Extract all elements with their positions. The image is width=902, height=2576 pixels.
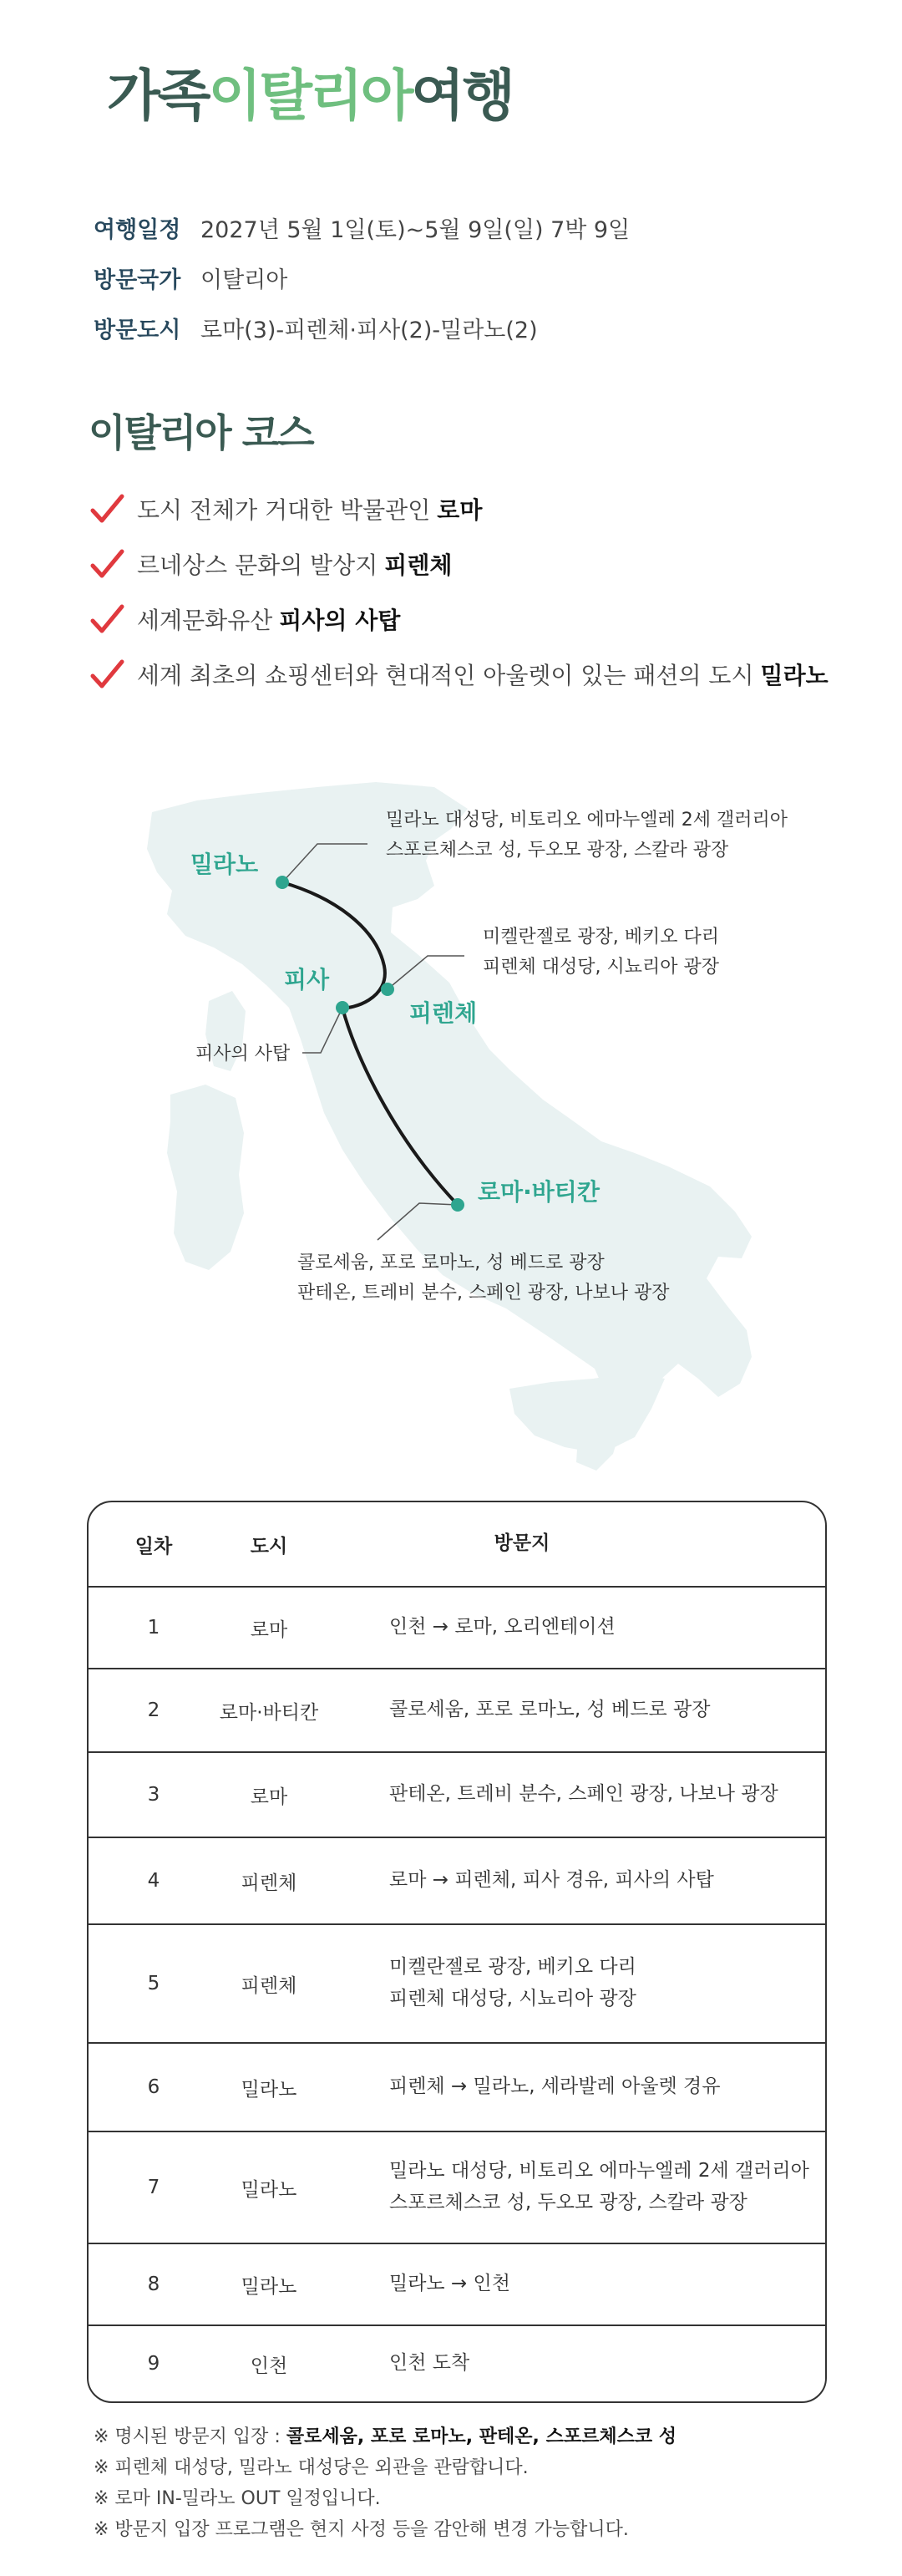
milan-note-2: 스포르체스코 성, 두오모 광장, 스칼라 광장 <box>386 840 729 861</box>
course-highlight: 피렌체 <box>384 551 453 579</box>
info-value: 로마(3)-피렌체·피사(2)-밀라노(2) <box>200 317 538 343</box>
cell-visit <box>319 2269 825 2300</box>
visit-line: 피렌체 대성당, 시뇨리아 광장 <box>389 1988 636 2009</box>
itinerary-table <box>87 1501 827 2403</box>
title-part-2: 이탈리아 <box>208 64 412 128</box>
pisa-label: 피사 <box>284 966 330 993</box>
info-label: 방문도시 <box>94 317 181 343</box>
footnotes <box>94 2421 676 2545</box>
info-row-cities <box>94 302 630 353</box>
course-text: 세계문화유산 <box>137 607 273 634</box>
cell-day: 8 <box>147 2274 160 2295</box>
cell-city: 인천 <box>250 2355 288 2377</box>
table-row <box>89 2326 825 2401</box>
florence-note-1: 미켈란젤로 광장, 베키오 다리 <box>483 927 719 948</box>
course-highlight: 밀라노 <box>760 662 829 689</box>
rome-note-1: 콜로세움, 포로 로마노, 성 베드로 광장 <box>297 1252 605 1273</box>
cell-day: 7 <box>147 2177 160 2198</box>
milan-label: 밀라노 <box>190 851 259 878</box>
course-highlight: 로마 <box>437 496 483 524</box>
cell-city: 밀라노 <box>241 2178 297 2201</box>
table-row <box>89 1753 825 1838</box>
table-header <box>89 1502 825 1588</box>
footnote-4: ※ 방문지 입장 프로그램은 현지 사정 등을 감안해 변경 가능합니다. <box>94 2519 629 2540</box>
table-row <box>89 2244 825 2326</box>
cell-visit <box>319 1612 825 1644</box>
visit-line: 판테온, 트레비 분수, 스페인 광장, 나보나 광장 <box>389 1783 778 1806</box>
cell-city: 로마 <box>250 1786 288 1808</box>
course-title: 이탈리아 코스 <box>89 410 313 455</box>
checkmark-icon <box>89 492 125 526</box>
florence-marker <box>381 983 394 996</box>
cell-day: 1 <box>147 1617 160 1639</box>
pisa-note: 피사의 사탑 <box>195 1044 291 1064</box>
course-highlight: 피사의 사탑 <box>279 607 401 634</box>
list-item <box>89 592 829 647</box>
cell-city: 밀라노 <box>241 2078 297 2101</box>
checkmark-icon <box>89 658 125 691</box>
visit-line: 콜로세움, 포로 로마노, 성 베드로 광장 <box>389 1699 711 1721</box>
checkmark-icon <box>89 547 125 581</box>
info-value: 2027년 5월 1일(토)~5월 9일(일) 7박 9일 <box>200 216 631 243</box>
visit-line: 인천 도착 <box>389 2352 470 2375</box>
course-text: 르네상스 문화의 발상지 <box>137 551 378 579</box>
list-item <box>89 536 829 592</box>
cell-visit <box>319 2156 825 2219</box>
table-row <box>89 2044 825 2132</box>
cell-city: 로마 <box>250 1618 288 1641</box>
cell-visit <box>319 2348 825 2380</box>
visit-line: 스포르체스코 성, 두오모 광장, 스칼라 광장 <box>389 2192 747 2213</box>
visit-line: 밀라노 → 인천 <box>389 2273 510 2295</box>
table-row <box>89 2132 825 2244</box>
milan-marker <box>276 876 289 889</box>
visit-line: 로마 → 피렌체, 피사 경유, 피사의 사탑 <box>389 1869 714 1892</box>
cell-visit <box>319 2071 825 2103</box>
cell-city: 피렌체 <box>241 1872 297 1894</box>
rome-label: 로마·바티칸 <box>478 1178 600 1206</box>
visit-line: 피렌체 → 밀라노, 세라발레 아울렛 경유 <box>389 2076 721 2098</box>
cell-day: 2 <box>147 1700 160 1721</box>
cell-visit <box>319 1779 825 1811</box>
table-row <box>89 1925 825 2044</box>
header-visit: 방문지 <box>494 1532 550 1555</box>
italy-land <box>147 782 752 1471</box>
table-row <box>89 1669 825 1753</box>
header-city: 도시 <box>250 1535 288 1557</box>
cell-city: 피렌체 <box>241 1974 297 1997</box>
footnote-2: ※ 피렌체 대성당, 밀라노 대성당은 외관을 관람합니다. <box>94 2457 529 2478</box>
title-part-1: 가족 <box>107 64 209 128</box>
rome-note-2: 판테온, 트레비 분수, 스페인 광장, 나보나 광장 <box>297 1283 670 1303</box>
info-value: 이탈리아 <box>200 267 288 293</box>
rome-marker <box>451 1198 464 1212</box>
florence-note-2: 피렌체 대성당, 시뇨리아 광장 <box>483 957 719 978</box>
table-row <box>89 1838 825 1925</box>
info-label: 방문국가 <box>94 267 181 293</box>
title-part-3: 여행 <box>411 64 514 128</box>
course-text: 도시 전체가 거대한 박물관인 <box>137 496 431 524</box>
milan-note-1: 밀라노 대성당, 비토리오 에마누엘레 2세 갤러리아 <box>386 810 788 831</box>
cell-visit <box>319 1865 825 1897</box>
info-row-country <box>94 252 630 302</box>
cell-day: 6 <box>147 2076 160 2098</box>
cell-day: 9 <box>147 2353 160 2375</box>
italy-map <box>0 735 902 1471</box>
page-title <box>107 64 514 128</box>
table-row <box>89 1588 825 1669</box>
cell-city: 로마·바티칸 <box>219 1701 319 1724</box>
cell-city: 밀라노 <box>241 2275 297 2298</box>
footnote-3: ※ 로마 IN-밀라노 OUT 일정입니다. <box>94 2488 381 2509</box>
course-text: 세계 최초의 쇼핑센터와 현대적인 아울렛이 있는 패션의 도시 <box>137 662 754 689</box>
footnote-1 <box>94 2421 676 2452</box>
list-item <box>89 481 829 536</box>
info-row-schedule <box>94 202 630 252</box>
visit-line: 미켈란젤로 광장, 베키오 다리 <box>389 1956 636 1979</box>
visit-line: 밀라노 대성당, 비토리오 에마누엘레 2세 갤러리아 <box>389 2160 809 2182</box>
footnote-bold: 콜로세움, 포로 로마노, 판테온, 스포르체스코 성 <box>286 2426 677 2447</box>
route-map <box>0 735 902 1471</box>
pisa-marker <box>336 1001 349 1014</box>
cell-visit <box>319 1952 825 2015</box>
trip-info <box>94 202 630 353</box>
footnote-prefix: ※ 명시된 방문지 입장 : <box>94 2426 281 2447</box>
info-label: 여행일정 <box>94 216 181 243</box>
cell-visit <box>319 1694 825 1726</box>
visit-line: 인천 → 로마, 오리엔테이션 <box>389 1616 616 1639</box>
course-list <box>89 481 829 702</box>
cell-day: 4 <box>147 1870 160 1892</box>
florence-label: 피렌체 <box>409 999 478 1027</box>
cell-day: 5 <box>147 1973 160 1994</box>
cell-day: 3 <box>147 1784 160 1806</box>
list-item <box>89 647 829 702</box>
checkmark-icon <box>89 602 125 636</box>
header-day: 일차 <box>134 1535 173 1557</box>
